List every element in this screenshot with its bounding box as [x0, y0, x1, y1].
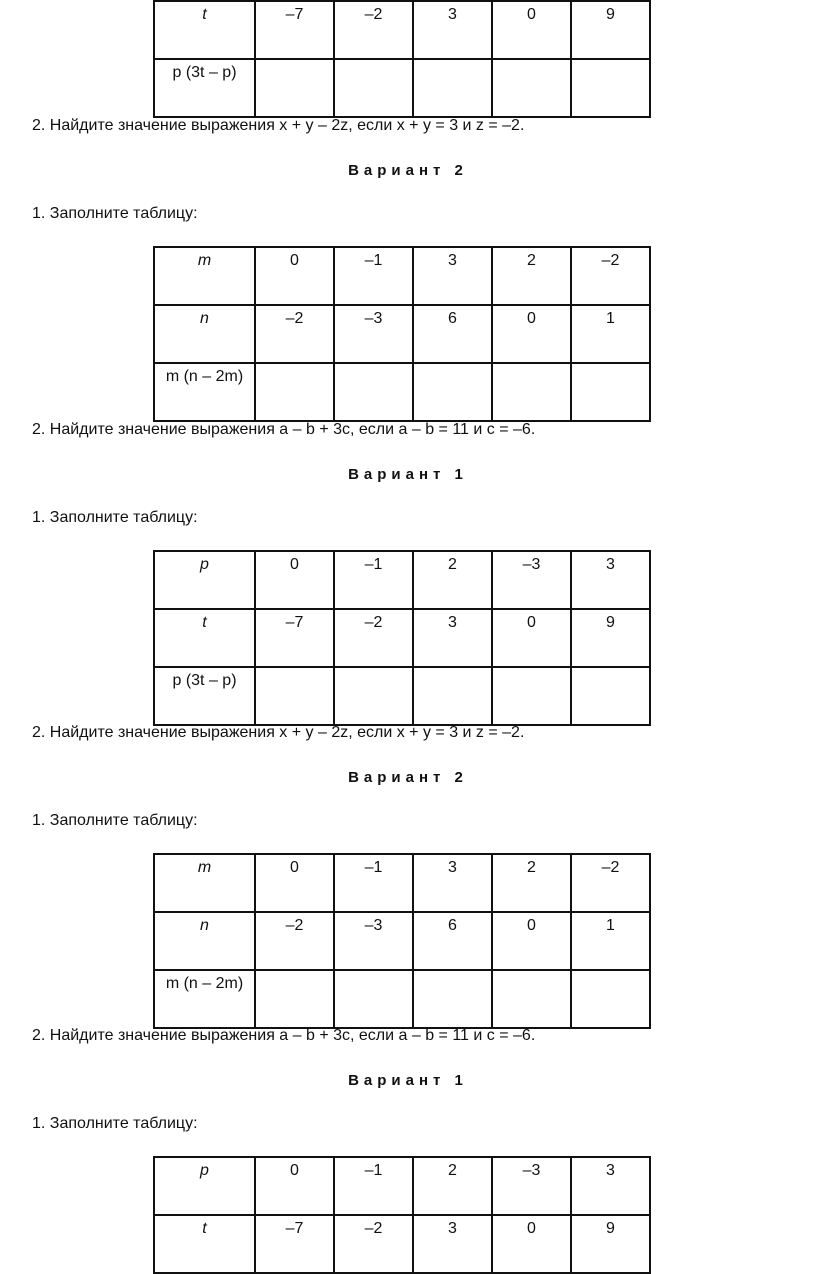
value-cell: 3 — [413, 1, 492, 59]
value-cell: –2 — [255, 305, 334, 363]
table-row — [154, 667, 650, 725]
empty-answer-cell — [413, 667, 492, 725]
empty-answer-cell — [255, 363, 334, 421]
value-cell: 2 — [413, 1157, 492, 1215]
values-table — [153, 550, 651, 726]
task-2-text: 2. Найдите значение выражения x + y – 2z, если x + y = 3 и z = –2. — [32, 724, 525, 741]
variant-heading: Вариант 1 — [348, 466, 468, 483]
value-cell: 1 — [571, 305, 650, 363]
value-cell: 6 — [413, 305, 492, 363]
row-label-cell: t — [154, 1215, 255, 1273]
table-row — [154, 912, 650, 970]
value-cell: 9 — [571, 1215, 650, 1273]
empty-answer-cell — [492, 59, 571, 117]
value-cell: 3 — [413, 1215, 492, 1273]
task-1-text: 1. Заполните таблицу: — [32, 1115, 198, 1132]
value-cell: –7 — [255, 609, 334, 667]
value-cell: 0 — [255, 854, 334, 912]
value-cell: 9 — [571, 1, 650, 59]
value-cell: 2 — [492, 247, 571, 305]
value-cell: 0 — [255, 551, 334, 609]
table-row — [154, 363, 650, 421]
value-cell: 0 — [492, 912, 571, 970]
value-cell: –3 — [334, 912, 413, 970]
task-2-text: 2. Найдите значение выражения x + y – 2z, если x + y = 3 и z = –2. — [32, 117, 525, 134]
value-cell: –2 — [334, 609, 413, 667]
row-label-cell: p — [154, 1157, 255, 1215]
empty-answer-cell — [255, 667, 334, 725]
task-1-text: 1. Заполните таблицу: — [32, 509, 198, 526]
value-cell: –1 — [334, 551, 413, 609]
row-label-cell: m — [154, 854, 255, 912]
row-label-cell: m — [154, 247, 255, 305]
empty-answer-cell — [255, 59, 334, 117]
value-cell: 3 — [571, 551, 650, 609]
empty-answer-cell — [334, 363, 413, 421]
row-label-cell: p — [154, 551, 255, 609]
variant-heading: Вариант 2 — [348, 769, 468, 786]
value-cell: 0 — [255, 1157, 334, 1215]
task-1-text: 1. Заполните таблицу: — [32, 812, 198, 829]
table-row — [154, 551, 650, 609]
value-cell: –3 — [334, 305, 413, 363]
table-row — [154, 247, 650, 305]
row-label-cell: t — [154, 609, 255, 667]
empty-answer-cell — [571, 363, 650, 421]
variant-heading: Вариант 1 — [348, 1072, 468, 1089]
empty-answer-cell — [492, 667, 571, 725]
value-cell: 2 — [492, 854, 571, 912]
value-cell: 0 — [255, 247, 334, 305]
table-row — [154, 305, 650, 363]
value-cell: –3 — [492, 551, 571, 609]
empty-answer-cell — [413, 363, 492, 421]
value-cell: 3 — [571, 1157, 650, 1215]
value-cell: 3 — [413, 609, 492, 667]
value-cell: 0 — [492, 609, 571, 667]
value-cell: –7 — [255, 1, 334, 59]
value-cell: 0 — [492, 1215, 571, 1273]
value-cell: –1 — [334, 854, 413, 912]
value-cell: 3 — [413, 247, 492, 305]
value-cell: 1 — [571, 912, 650, 970]
row-label-cell: t — [154, 1, 255, 59]
value-cell: –2 — [334, 1, 413, 59]
values-table — [153, 853, 651, 1029]
task-1-text: 1. Заполните таблицу: — [32, 205, 198, 222]
empty-answer-cell — [334, 970, 413, 1028]
row-label-cell: m (n – 2m) — [154, 363, 255, 421]
value-cell: 0 — [492, 305, 571, 363]
value-cell: –2 — [571, 854, 650, 912]
row-label-cell: n — [154, 305, 255, 363]
value-cell: 3 — [413, 854, 492, 912]
value-cell: 2 — [413, 551, 492, 609]
values-table — [153, 0, 651, 118]
value-cell: –3 — [492, 1157, 571, 1215]
row-label-cell: m (n – 2m) — [154, 970, 255, 1028]
value-cell: –2 — [334, 1215, 413, 1273]
empty-answer-cell — [492, 363, 571, 421]
table-row — [154, 970, 650, 1028]
empty-answer-cell — [334, 59, 413, 117]
row-label-cell: p (3t – p) — [154, 667, 255, 725]
value-cell: –1 — [334, 1157, 413, 1215]
value-cell: –2 — [571, 247, 650, 305]
task-2-text: 2. Найдите значение выражения a – b + 3c, если a – b = 11 и c = –6. — [32, 421, 536, 438]
empty-answer-cell — [492, 970, 571, 1028]
table-row — [154, 1157, 650, 1215]
table-row — [154, 1, 650, 59]
empty-answer-cell — [334, 667, 413, 725]
table-row — [154, 854, 650, 912]
value-cell: 0 — [492, 1, 571, 59]
task-2-text: 2. Найдите значение выражения a – b + 3c, если a – b = 11 и c = –6. — [32, 1027, 536, 1044]
value-cell: 6 — [413, 912, 492, 970]
table-row — [154, 1215, 650, 1273]
empty-answer-cell — [571, 667, 650, 725]
empty-answer-cell — [571, 970, 650, 1028]
value-cell: –1 — [334, 247, 413, 305]
values-table — [153, 246, 651, 422]
empty-answer-cell — [413, 59, 492, 117]
empty-answer-cell — [255, 970, 334, 1028]
table-row — [154, 609, 650, 667]
value-cell: 9 — [571, 609, 650, 667]
row-label-cell: p (3t – p) — [154, 59, 255, 117]
table-row — [154, 59, 650, 117]
row-label-cell: n — [154, 912, 255, 970]
value-cell: –7 — [255, 1215, 334, 1273]
value-cell: –2 — [255, 912, 334, 970]
empty-answer-cell — [413, 970, 492, 1028]
empty-answer-cell — [571, 59, 650, 117]
variant-heading: Вариант 2 — [348, 162, 468, 179]
values-table — [153, 1156, 651, 1274]
